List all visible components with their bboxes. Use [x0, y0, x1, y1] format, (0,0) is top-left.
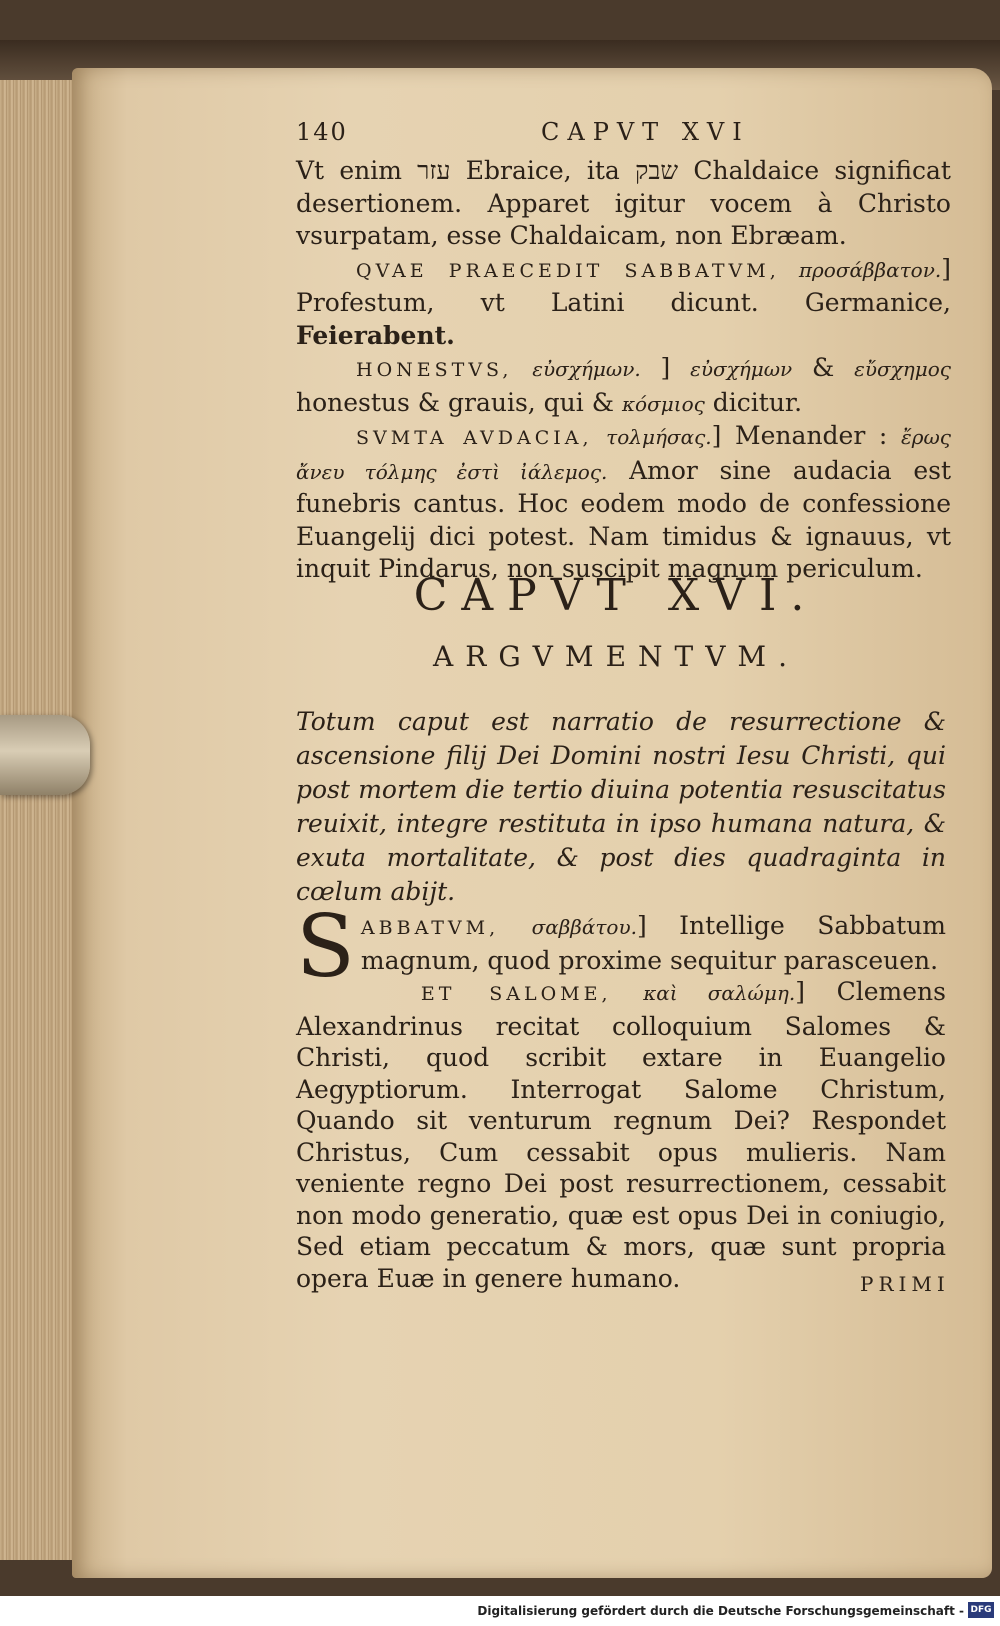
running-head-title: CAPVT XVI: [541, 118, 750, 146]
paragraph: [296, 976, 946, 1294]
lemma: ABBATVM,: [360, 917, 500, 939]
greek-word: τολμήσας.: [606, 425, 712, 449]
dfg-logo-icon: DFG: [968, 1602, 994, 1618]
running-head: [296, 118, 956, 154]
greek-word: προσάββατον.: [798, 257, 942, 282]
text: &: [812, 353, 835, 382]
text: Ebraice, ita: [465, 156, 620, 185]
greek-word: κόσμιος: [621, 391, 705, 416]
greek-word: καὶ σαλώμη.: [643, 981, 796, 1005]
footer: [0, 1596, 1000, 1626]
text: Amor sine audacia est funebris cantus. Hoc eodem modo de confessione Euangelij dici potest. Nam timidus & ignauus, vt inquit Pindarus, non suscipit magnum periculum.: [296, 455, 952, 583]
page-edges: [0, 80, 80, 1560]
lemma: ET SALOME,: [420, 983, 612, 1005]
commentary-block-1: [296, 155, 951, 586]
text: honestus & grauis, qui &: [296, 387, 614, 417]
greek-word: εὐσχήμων: [690, 357, 793, 381]
paragraph: [296, 352, 951, 420]
hebrew-word: שבק: [635, 156, 679, 185]
text: ] Menander :: [711, 421, 888, 450]
lemma: QVAE PRAECEDIT SABBATVM,: [356, 259, 780, 282]
argument-title: ARGVMENTVM.: [433, 640, 799, 673]
chapter-title: CAPVT XVI.: [413, 570, 819, 621]
text: ] Clemens Alexandrinus recitat colloquium Salomes & Christi, quod scribit extare in Euangelio Aegyptiorum. Interrogat Salome Christum, Quando sit venturum regnum Dei? Respondet Christus, Cum cessabit opus mulieris. Nam veniente regno Dei post resurrectionem, cessabit non modo generatio, quæ est opus Dei in coniugio, Sed etiam peccatum & mors, quæ sunt propria opera Euæ in genere humano.: [296, 977, 946, 1293]
paragraph: [296, 420, 951, 586]
commentary-block-2: [296, 897, 947, 1294]
greek-word: εὔσχημος: [854, 357, 951, 381]
funding-note: Digitalisierung gefördert durch die Deutsche Forschungsgemeinschaft -: [477, 1604, 964, 1618]
paragraph: [296, 253, 951, 353]
book-clasp: [0, 715, 90, 795]
text: Chaldaice significat desertionem. Apparet igitur vocem à Christo vsurpatam, esse Chaldaicam, non Ebræam.: [296, 156, 951, 250]
text: Vt enim: [296, 156, 402, 185]
greek-word: εὐσχήμων.: [532, 357, 641, 381]
greek-word: σαββάτου.: [531, 915, 637, 939]
argument-text: Totum caput est narratio de resurrectione & ascensione filij Dei Domini nostri Iesu Christi, qui post mortem die tertio diuina potentia resuscitatus reuixit, integre restituta in ipso humana natura, & exuta mortalitate, & post dies quadraginta in cœlum abijt.: [296, 707, 946, 906]
text: ]: [660, 353, 671, 382]
drop-cap: S: [296, 897, 355, 997]
text: ] Profestum, vt Latini dicunt. Germanice,: [296, 253, 951, 317]
lemma: HONESTVS,: [356, 359, 513, 381]
catchword: PRIMI: [860, 1272, 950, 1296]
page-number: 140: [296, 118, 348, 146]
lemma: SVMTA AVDACIA,: [356, 427, 593, 449]
fraktur-word: Feierabent.: [296, 320, 455, 350]
greek-quote: ἔρως ἄνευ τόλμης ἐστὶ ἰάλεμος.: [296, 425, 951, 484]
text: dicitur.: [712, 387, 803, 417]
text: ] Intellige Sabbatum magnum, quod proxime sequitur parasceuen.: [360, 911, 947, 975]
paragraph: [296, 155, 951, 253]
hebrew-word: עזר: [417, 156, 451, 185]
